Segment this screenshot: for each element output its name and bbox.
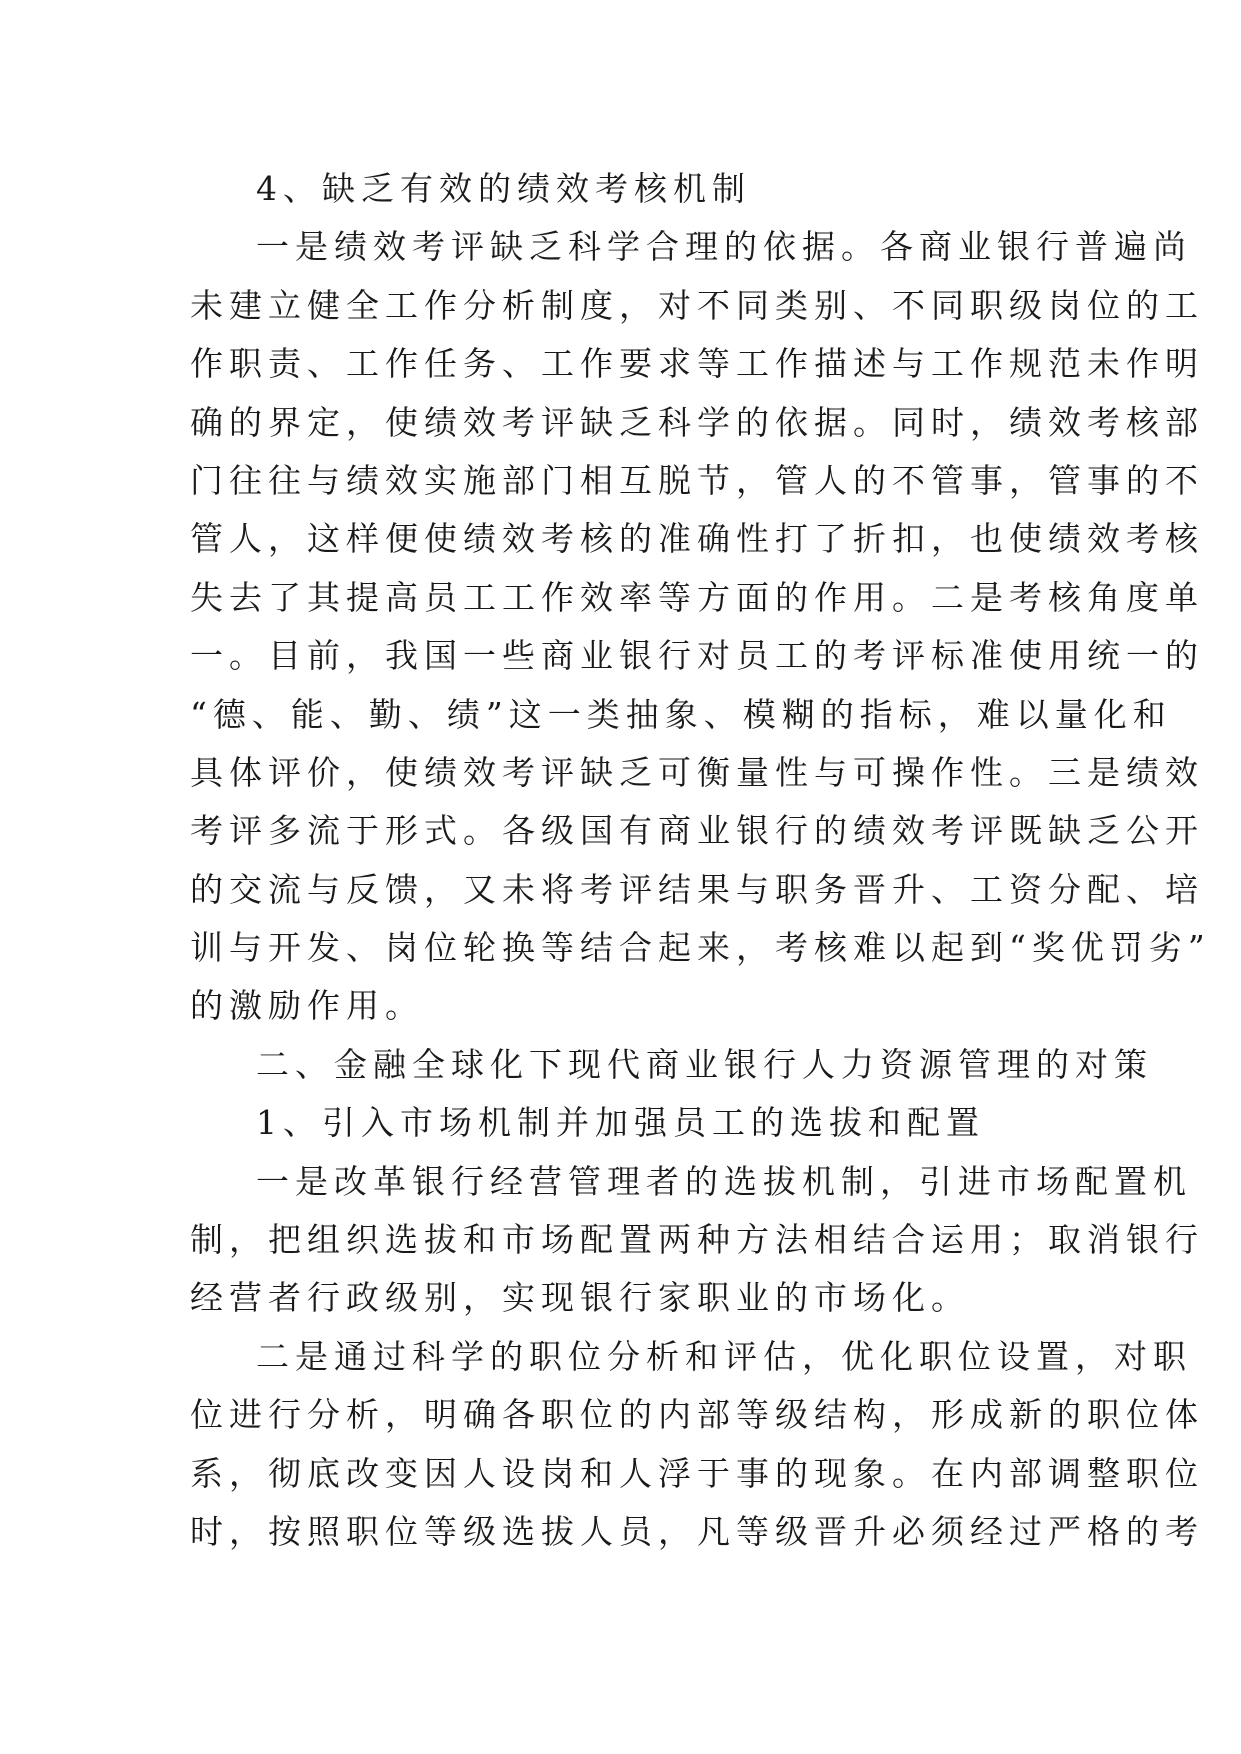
paragraph-line: 的交流与反馈，又未将考评结果与职务晋升、工资分配、培 [190,869,1204,909]
paragraph-line: 考评多流于形式。各级国有商业银行的绩效考评既缺乏公开 [190,811,1204,851]
paragraph-line: 具体评价，使绩效考评缺乏可衡量性与可操作性。三是绩效 [190,752,1204,792]
paragraph-line: 系，彻底改变因人设岗和人浮于事的现象。在内部调整职位 [190,1453,1204,1493]
paragraph-line: 一是绩效考评缺乏科学合理的依据。各商业银行普遍尚 [256,227,1192,267]
paragraph-line: 门往往与绩效实施部门相互脱节，管人的不管事，管事的不 [190,460,1204,500]
paragraph-line: 一是改革银行经营管理者的选拔机制，引进市场配置机 [256,1161,1192,1201]
paragraph-line: 训与开发、岗位轮换等结合起来，考核难以起到“奖优罚劣” [190,928,1211,968]
section-heading-2: 二、金融全球化下现代商业银行人力资源管理的对策 [256,1044,1153,1084]
paragraph-line: 二是通过科学的职位分析和评估，优化职位设置，对职 [256,1336,1192,1376]
paragraph-line: 作职责、工作任务、工作要求等工作描述与工作规范未作明 [190,344,1204,384]
paragraph-line: 经营者行政级别，实现银行家职业的市场化。 [190,1278,970,1318]
paragraph-line: 一。目前，我国一些商业银行对员工的考评标准使用统一的 [190,636,1204,676]
paragraph-line: 失去了其提高员工工作效率等方面的作用。二是考核角度单 [190,577,1204,617]
paragraph-line: 的激励作用。 [190,986,424,1026]
paragraph-line: 管人，这样便使绩效考核的准确性打了折扣，也使绩效考核 [190,519,1204,559]
paragraph-line: 位进行分析，明确各职位的内部等级结构，形成新的职位体 [190,1395,1204,1435]
paragraph-line: 时，按照职位等级选拔人员，凡等级晋升必须经过严格的考 [190,1511,1204,1551]
paragraph-line: 确的界定，使绩效考评缺乏科学的依据。同时，绩效考核部 [190,402,1204,442]
paragraph-line: “德、能、勤、绩”这一类抽象、模糊的指标，难以量化和 [190,694,1172,734]
subsection-heading-1: 1、引入市场机制并加强员工的选拔和配置 [256,1103,985,1143]
paragraph-line: 未建立健全工作分析制度，对不同类别、不同职级岗位的工 [190,285,1204,325]
body-text [190,160,1211,1561]
paragraph-line: 制，把组织选拔和市场配置两种方法相结合运用；取消银行 [190,1220,1204,1260]
section-heading-4: 4、缺乏有效的绩效考核机制 [256,169,751,208]
